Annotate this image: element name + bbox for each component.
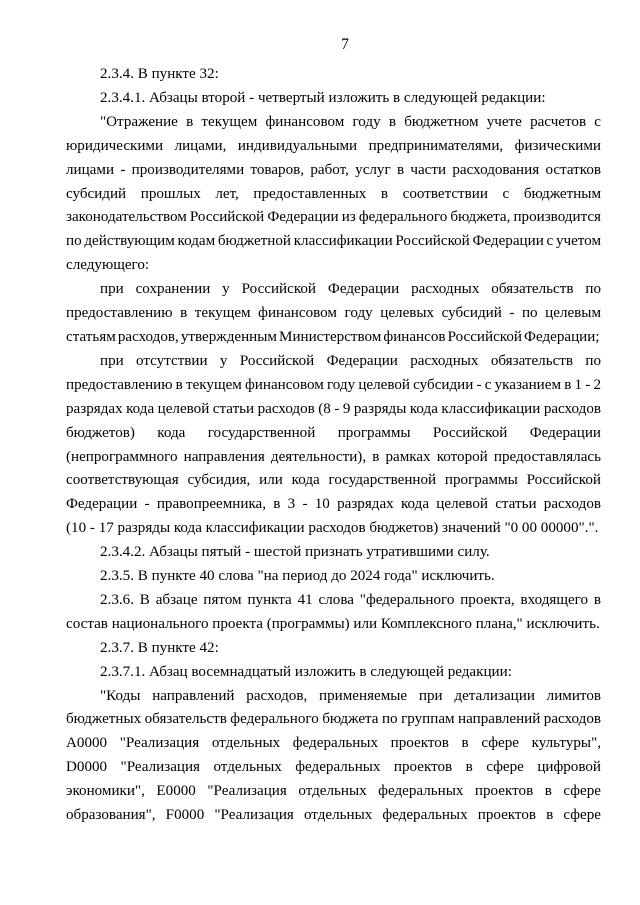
paragraph-p5 bbox=[66, 350, 601, 541]
text-line: предоставлению в текущем финансовом году целевых субсидий - по целевым bbox=[66, 305, 601, 322]
text-line: при отсутствии у Российской Федерации расходных обязательств по bbox=[100, 352, 601, 369]
text-line: 2.3.4.1. Абзацы второй - четвертый изложить в следующей редакции: bbox=[100, 89, 546, 106]
paragraph-p2 bbox=[66, 87, 601, 111]
text-line: 2.3.4. В пункте 32: bbox=[100, 66, 219, 82]
text-line: 2.3.4.2. Абзацы пятый - шестой признать утратившими силу. bbox=[100, 544, 490, 561]
page-number: 7 bbox=[341, 36, 349, 53]
text-line: 2.3.6. В абзаце пятом пункта 41 слова "федерального проекта, входящего в bbox=[100, 591, 601, 608]
text-line: юридическими лицами, индивидуальными предпринимателями, физическими bbox=[66, 137, 601, 154]
text-line: бюджетов) кода государственной программы Российской Федерации bbox=[66, 424, 601, 441]
text-line: "Отражение в текущем финансовом году в бюджетном учете расчетов с bbox=[100, 113, 601, 130]
paragraph-p8 bbox=[66, 589, 601, 637]
paragraph-p10 bbox=[66, 661, 601, 685]
paragraph-p4 bbox=[66, 278, 601, 350]
text-line: законодательством Российской Федерации из федерального бюджета, производится bbox=[66, 209, 601, 226]
text-line: 2.3.7.1. Абзац восемнадцатый изложить в следующей редакции: bbox=[100, 663, 512, 680]
text-line: статьям расходов, утвержденным Министерством финансов Российской Федерации; bbox=[66, 328, 600, 345]
paragraph-p7 bbox=[66, 565, 601, 589]
text-line: разрядах кода целевой статьи расходов (8 - 9 разряды кода классификации расходов bbox=[66, 400, 601, 417]
text-line: предоставлению в текущем финансовом году целевой субсидии - с указанием в 1 - 2 bbox=[66, 376, 601, 393]
text-line: субсидий прошлых лет, предоставленных в соответствии с бюджетным bbox=[66, 185, 601, 202]
text-line: "Коды направлений расходов, применяемые при детализации лимитов bbox=[100, 687, 601, 704]
text-line: состав национального проекта (программы) или Комплексного плана," исключить. bbox=[66, 615, 600, 632]
paragraph-p3 bbox=[66, 111, 601, 278]
paragraph-p11 bbox=[66, 685, 601, 828]
paragraph-p9 bbox=[66, 637, 601, 661]
paragraph-p1 bbox=[66, 63, 601, 87]
text-line: образования", F0000 "Реализация отдельных федеральных проектов в сфере bbox=[66, 807, 601, 824]
text-line: при сохранении у Российской Федерации расходных обязательств по bbox=[100, 281, 601, 298]
text-line: А0000 "Реализация отдельных федеральных проектов в сфере культуры", bbox=[66, 735, 601, 752]
text-line: Федерации - правопреемника, в 3 - 10 разрядах кода целевой статьи расходов bbox=[66, 496, 601, 513]
paragraph-p6 bbox=[66, 541, 601, 565]
text-line: следующего: bbox=[66, 257, 150, 274]
text-line: соответствующая субсидия, или кода государственной программы Российской bbox=[66, 472, 601, 489]
text-line: по действующим кодам бюджетной классификации Российской Федерации с учетом bbox=[66, 233, 601, 250]
document-body bbox=[66, 63, 601, 828]
text-line: 2.3.5. В пункте 40 слова "на период до 2024 года" исключить. bbox=[100, 568, 495, 585]
text-line: (10 - 17 разряды кода классификации расходов бюджетов) значений "0 00 00000".". bbox=[66, 520, 599, 537]
text-line: D0000 "Реализация отдельных федеральных проектов в сфере цифровой bbox=[66, 759, 601, 776]
text-line: лицами - производителями товаров, работ, услуг в части расходования остатков bbox=[66, 161, 601, 178]
text-line: 2.3.7. В пункте 42: bbox=[100, 639, 219, 656]
text-line: (непрограммного направления деятельности), в рамках которой предоставлялась bbox=[66, 448, 601, 465]
text-line: бюджетных обязательств федерального бюджета по группам направлений расходов bbox=[66, 711, 601, 728]
text-line: экономики", Е0000 "Реализация отдельных федеральных проектов в сфере bbox=[66, 783, 601, 800]
